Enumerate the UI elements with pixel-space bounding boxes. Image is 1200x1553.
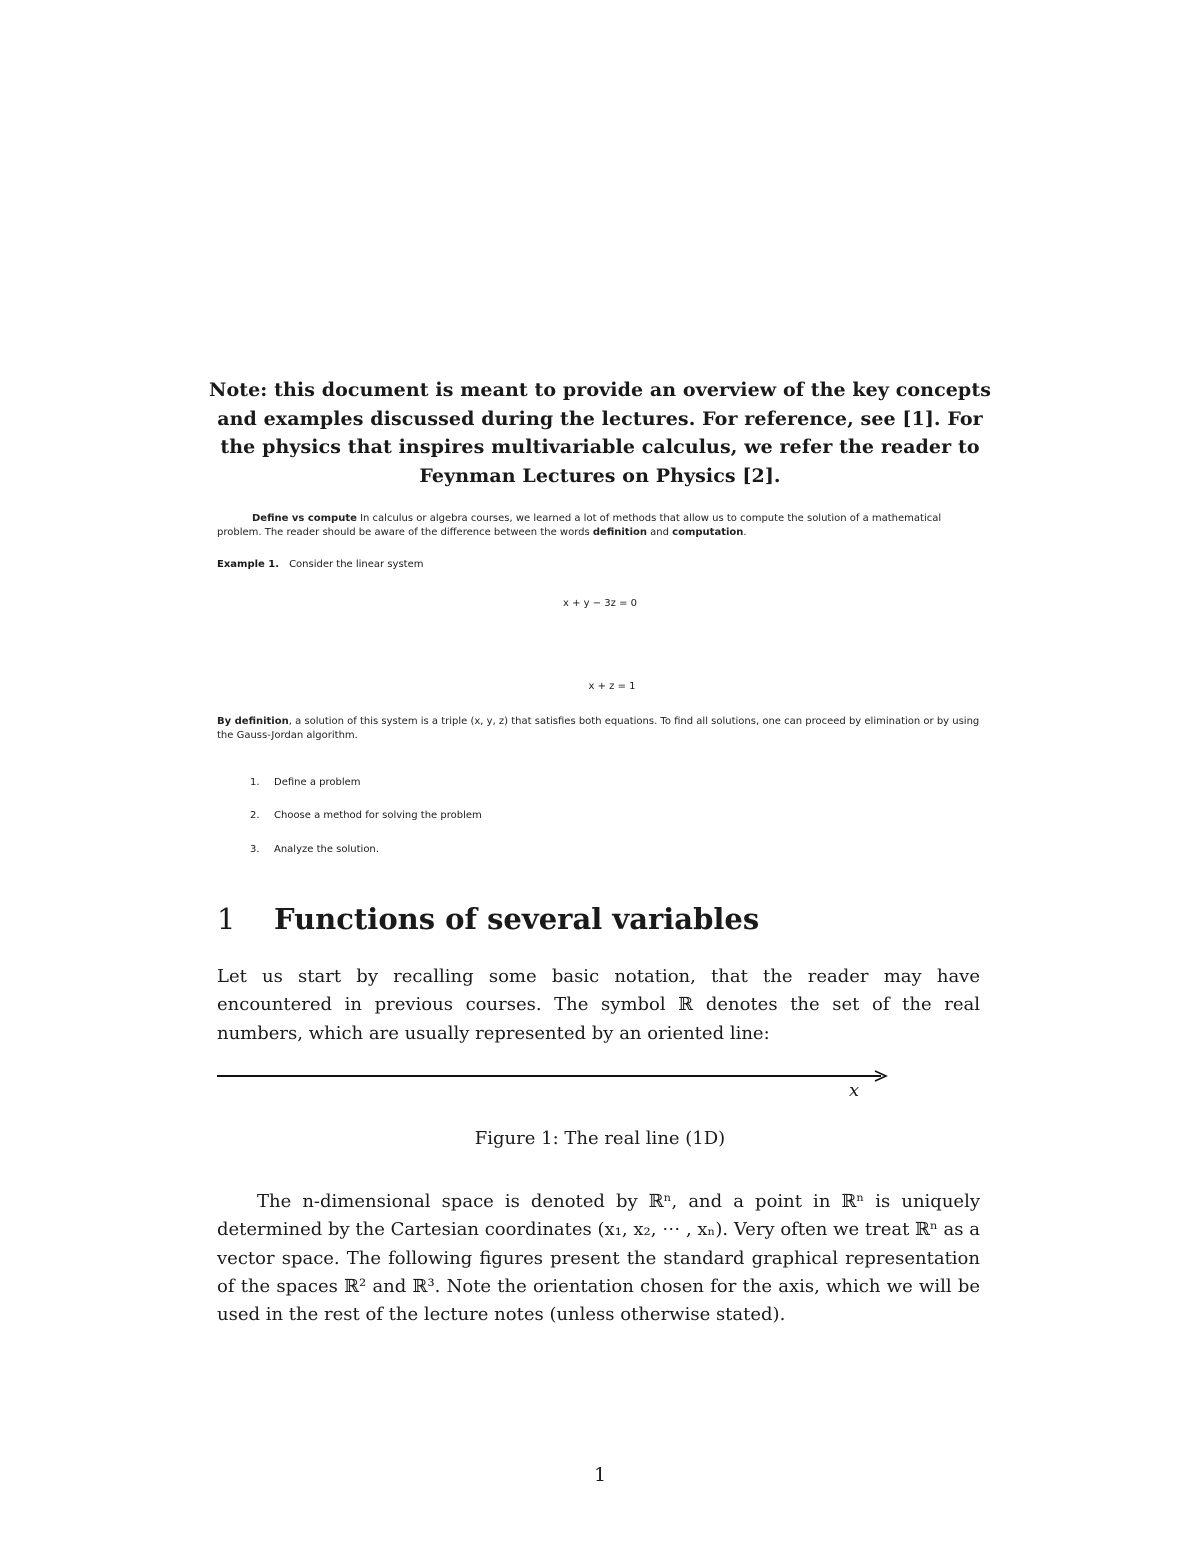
- define-vs-compute-lead: Define vs compute: [252, 513, 357, 524]
- definition-paragraph: [217, 715, 983, 743]
- axis-label: x: [849, 1080, 860, 1101]
- list-item: [250, 776, 361, 790]
- list-item-text: Analyze the solution.: [274, 844, 379, 855]
- list-item-number: 3.: [250, 844, 260, 855]
- real-line-figure: [217, 1064, 889, 1088]
- list-item: [250, 809, 482, 823]
- section-title: Functions of several variables: [274, 902, 760, 936]
- definition-text: , a solution of this system is a triple (x, y, z) that satisfies both equations. To find all solutions, one can proceed by elimination or by using the Gauss-Jordan algorithm.: [217, 716, 980, 741]
- define-text-c: .: [743, 527, 747, 538]
- by-definition-lead: By definition: [217, 716, 289, 727]
- define-vs-compute-paragraph: [217, 512, 983, 540]
- list-item: [250, 843, 379, 857]
- notation-paragraph: Let us start by recalling some basic notation, that the reader may have encountered in previous courses. The symbol ℝ denotes the set of the real numbers, which are usually represented by an oriented line:: [217, 966, 980, 1044]
- list-item-text: Choose a method for solving the problem: [274, 810, 482, 821]
- list-item-text: Define a problem: [274, 777, 361, 788]
- list-item-number: 2.: [250, 810, 260, 821]
- equation-2: x + z = 1: [588, 681, 636, 692]
- section-number: 1: [217, 902, 236, 936]
- define-text-a: In calculus or algebra courses, we learned a lot of methods that allow us to compute the solution of a mathematical problem. The reader should be aware of the difference between the words: [217, 513, 942, 538]
- n-dimensional-paragraph: The n-dimensional space is denoted by ℝⁿ, and a point in ℝⁿ is uniquely determined by the Cartesian coordinates (x₁, x₂, ⋯ , xₙ). Very often we treat ℝⁿ as a vector space. The following figures present the standard graphical representation of the spaces ℝ² and ℝ³. Note the orientation chosen for the axis, which we will be used in the rest of the lecture notes (unless otherwise stated).: [217, 1191, 980, 1326]
- figure-caption: Figure 1: The real line (1D): [474, 1128, 726, 1149]
- example-text: Consider the linear system: [289, 559, 424, 570]
- page-number: 1: [593, 1464, 607, 1486]
- equation-1: x + y − 3z = 0: [562, 598, 638, 609]
- example-1: [217, 558, 424, 572]
- example-label: Example 1.: [217, 559, 280, 570]
- definition-word: definition: [592, 527, 647, 538]
- list-item-number: 1.: [250, 777, 260, 788]
- section-heading: [217, 896, 759, 942]
- define-text-b: and: [647, 527, 673, 538]
- computation-word: computation: [672, 527, 744, 538]
- overview-note: Note: this document is meant to provide an overview of the key concepts and examples discussed during the lectures. For reference, see [1]. For the physics that inspires multivariable calculus, we refer the reader to Feynman Lectures on Physics [2].: [208, 379, 991, 487]
